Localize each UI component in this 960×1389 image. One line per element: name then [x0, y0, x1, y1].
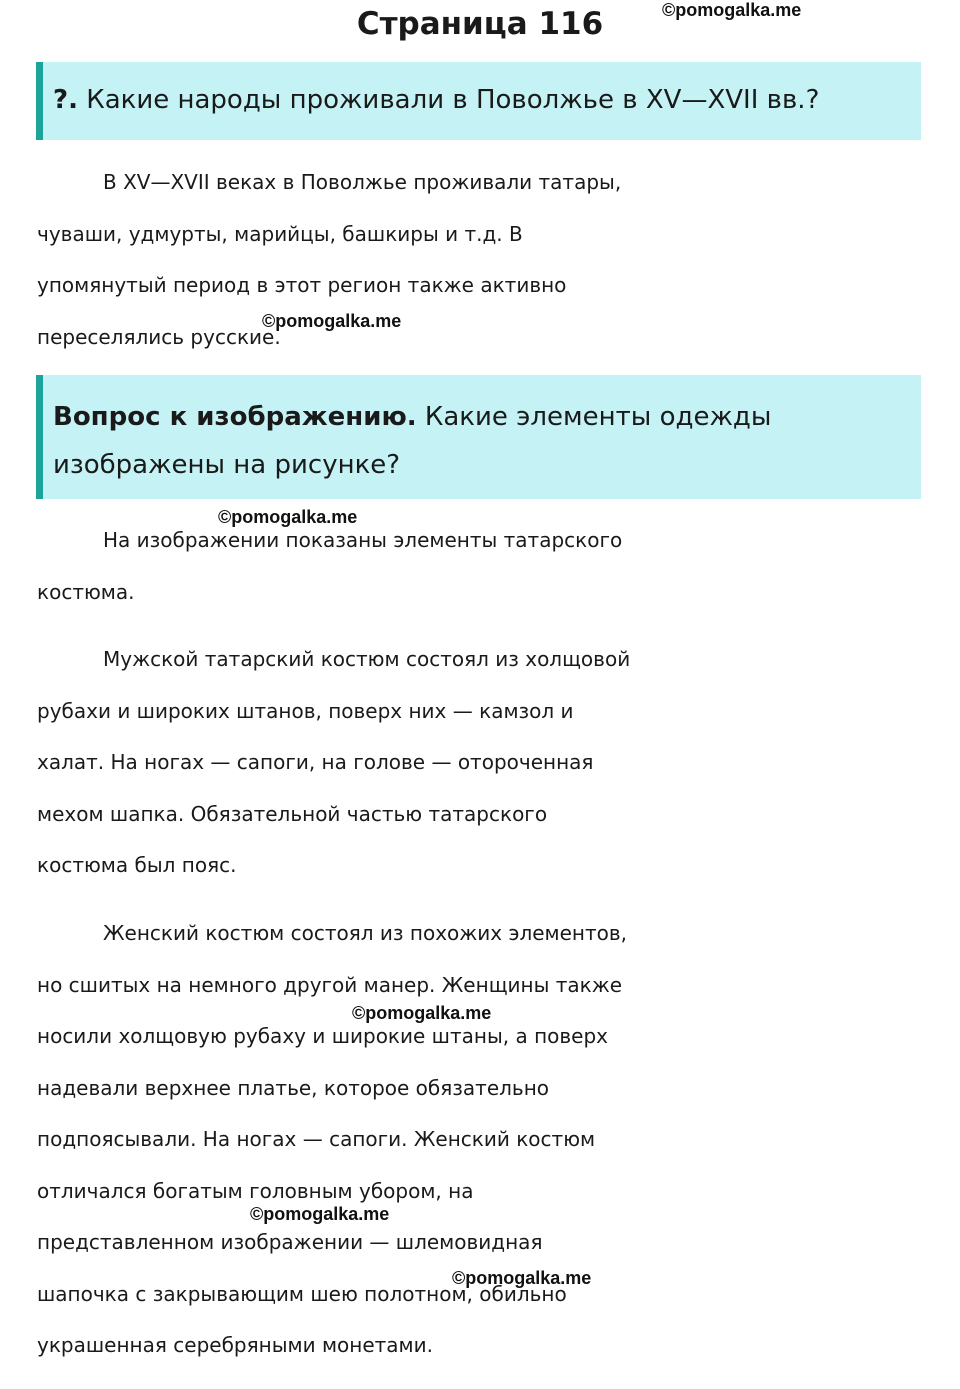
- text-line: носили холщовую рубаху и широкие штаны, а поверх: [37, 1024, 609, 1048]
- watermark: ©pomogalka.me: [218, 507, 358, 527]
- watermark: ©pomogalka.me: [262, 311, 402, 331]
- text-line: мехом шапка. Обязательной частью татарского: [37, 801, 548, 826]
- question-marker: ?.: [53, 85, 78, 115]
- question-label: Вопрос к изображению.: [53, 402, 417, 432]
- text-line: подпоясывали. На ногах — сапоги. Женский костюм: [37, 1127, 596, 1151]
- question-text: Какие элементы одежды: [424, 402, 772, 432]
- answer-paragraph: [37, 908, 937, 1372]
- text-line: Женский костюм состоял из похожих элементов,: [103, 921, 628, 945]
- image-question-box: [36, 375, 921, 499]
- question-text: Какие народы проживали в Поволжье в XV—XVII вв.?: [86, 85, 820, 115]
- watermark: ©pomogalka.me: [250, 1204, 390, 1224]
- text-line: В XV—XVII веках в Поволжье проживали татары,: [103, 170, 622, 194]
- watermark: ©pomogalka.me: [452, 1268, 592, 1288]
- text-line: надевали верхнее платье, которое обязательно: [37, 1075, 550, 1100]
- text-line: рубахи и широких штанов, поверх них — камзол и: [37, 698, 574, 723]
- question-text: изображены на рисунке?: [53, 450, 401, 480]
- text-line: отличался богатым головным убором, на: [37, 1178, 474, 1203]
- answer-paragraph: [37, 634, 937, 892]
- text-line: но сшитых на немного другой манер. Женщины также: [37, 972, 623, 997]
- text-line: упомянутый период в этот регион также активно: [37, 273, 567, 297]
- page-title: Страница 116: [356, 6, 604, 42]
- text-line: украшенная серебряными монетами.: [37, 1333, 433, 1357]
- text-line: костюма был пояс.: [37, 853, 237, 877]
- answer-paragraph: [37, 515, 937, 618]
- watermark: ©pomogalka.me: [352, 1003, 492, 1023]
- text-line: шапочка с закрывающим шею полотном, обильно: [37, 1281, 567, 1306]
- text-line: На изображении показаны элементы татарского: [103, 528, 623, 552]
- text-line: переселялись русские.: [37, 324, 281, 349]
- watermark: ©pomogalka.me: [662, 0, 802, 20]
- answer-paragraph: [37, 157, 937, 363]
- text-line: халат. На ногах — сапоги, на голове — отороченная: [37, 750, 594, 774]
- question-box: [36, 62, 921, 140]
- text-line: представленном изображении — шлемовидная: [37, 1230, 543, 1254]
- text-line: костюма.: [37, 579, 135, 604]
- text-line: Мужской татарский костюм состоял из холщовой: [103, 647, 631, 671]
- text-line: чуваши, удмурты, марийцы, башкиры и т.д. В: [37, 221, 523, 246]
